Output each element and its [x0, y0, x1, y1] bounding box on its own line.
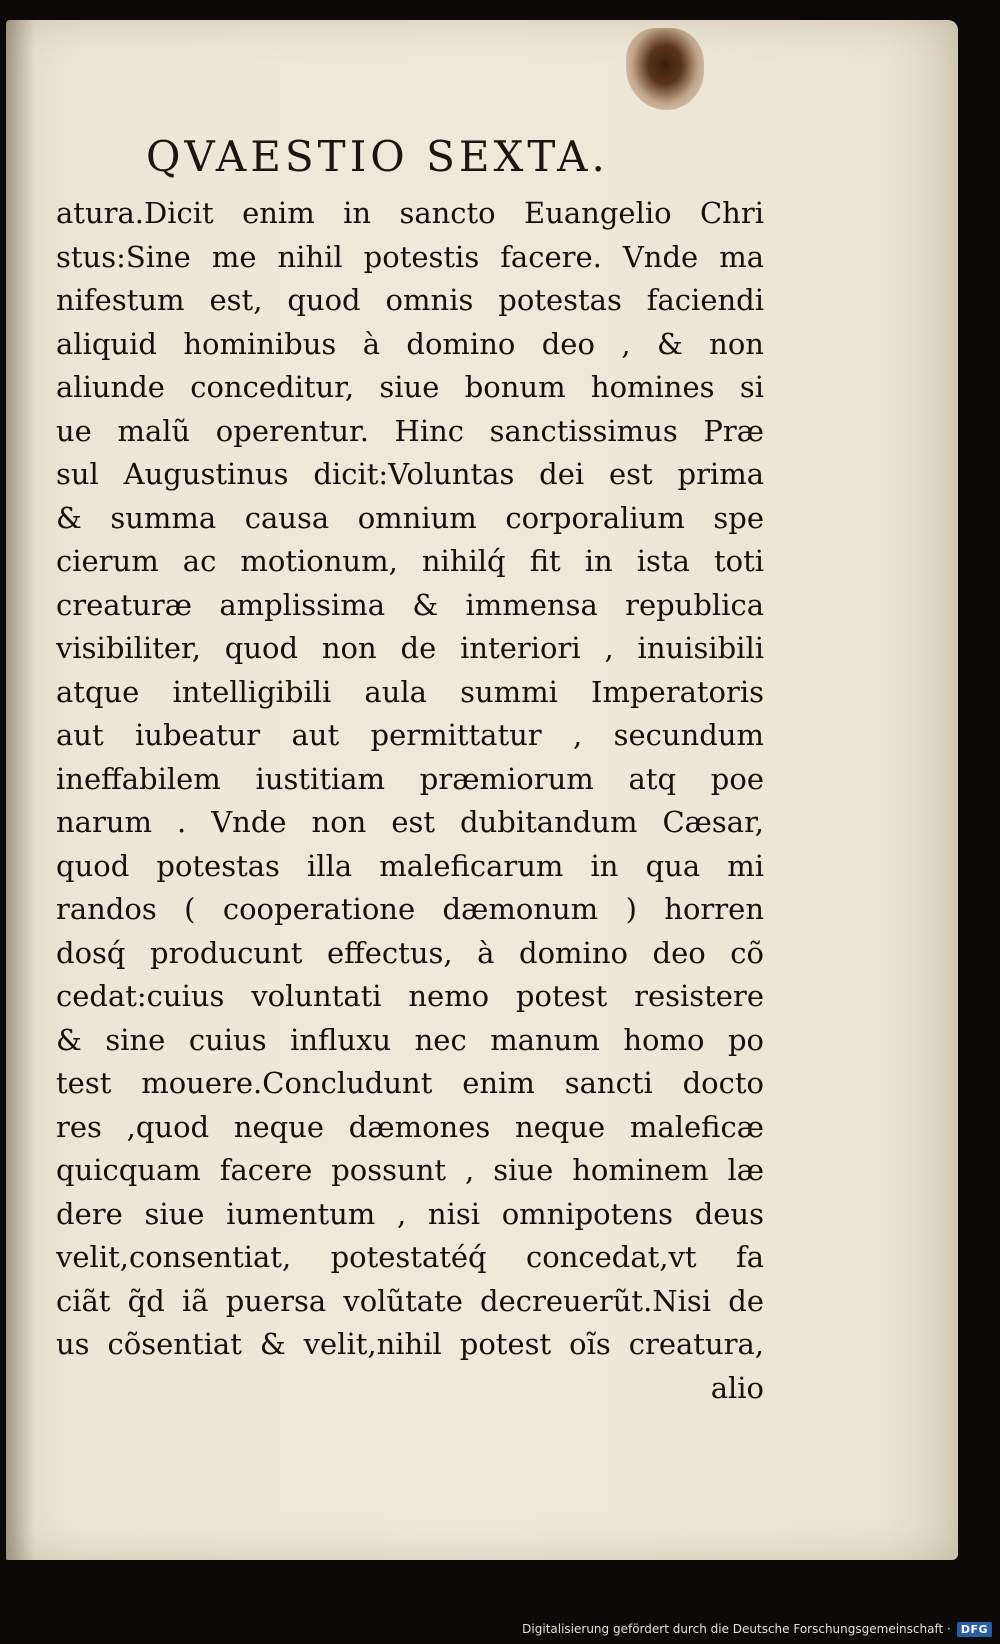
text-line: randos ( cooperatione dæmonum ) horren [56, 892, 764, 926]
text-line: narum . Vnde non est dubitandum Cæsar, [56, 805, 764, 839]
text-line: test mouere.Concludunt enim sancti docto [56, 1066, 764, 1100]
text-line: quicquam facere possunt , siue hominem læ [56, 1153, 764, 1187]
text-line: atura.Dicit enim in sancto Euangelio Chri [56, 196, 764, 230]
text-line: & summa causa omnium corporalium spe [56, 500, 764, 535]
text-line: quod potestas illa maleficarum in qua mi [56, 848, 764, 883]
text-line: aliunde conceditur, siue bonum homines si [56, 370, 764, 404]
text-line: creaturæ amplissima & immensa republica [56, 587, 764, 622]
dfg-logo: DFG [957, 1622, 992, 1637]
digitization-footer [522, 1616, 992, 1642]
text-line: visibiliter, quod non de interiori , inuisibili [56, 631, 764, 665]
text-line: ciãt q̃d iã puersa volũtate decreuerũt.Nisi de [56, 1283, 764, 1318]
text-line: res ,quod neque dæmones neque maleficæ [56, 1109, 764, 1144]
text-line: nifestum est, quod omnis potestas faciendi [56, 283, 764, 317]
text-line: dere siue iumentum , nisi omnipotens deus [56, 1196, 764, 1231]
text-line: dosq́ producunt effectus, à domino deo cõ [56, 935, 764, 970]
text-line: cierum ac motionum, nihilq́ fit in ista toti [56, 544, 764, 578]
catchword: alio [710, 1370, 764, 1405]
text-line: aliquid hominibus à domino deo , & non [56, 326, 764, 361]
text-line: aut iubeatur aut permittatur , secundum [56, 718, 764, 752]
text-line: stus:Sine me nihil potestis facere. Vnde ma [56, 239, 764, 274]
text-line: sul Augustinus dicit:Voluntas dei est prima [56, 457, 764, 491]
page-stain [626, 28, 704, 110]
book-page [6, 20, 958, 1560]
body-text [56, 192, 764, 1410]
text-line: atque intelligibili aula summi Imperatoris [56, 674, 764, 709]
text-line: us cõsentiat & velit,nihil potest oĩs creatura, [56, 1327, 764, 1361]
text-line: & sine cuius influxu nec manum homo po [56, 1022, 764, 1057]
text-line: velit,consentiat, potestatéq́ concedat,vt fa [56, 1240, 764, 1274]
text-line: ue malũ operentur. Hinc sanctissimus Præ [56, 413, 764, 448]
page-heading: QVAESTIO SEXTA. [146, 132, 609, 181]
text-line: ineffabilem iustitiam præmiorum atq poe [56, 761, 764, 796]
funding-credit: Digitalisierung gefördert durch die Deutsche Forschungsgemeinschaft · [522, 1622, 951, 1636]
text-line: cedat:cuius voluntati nemo potest resistere [56, 979, 764, 1013]
